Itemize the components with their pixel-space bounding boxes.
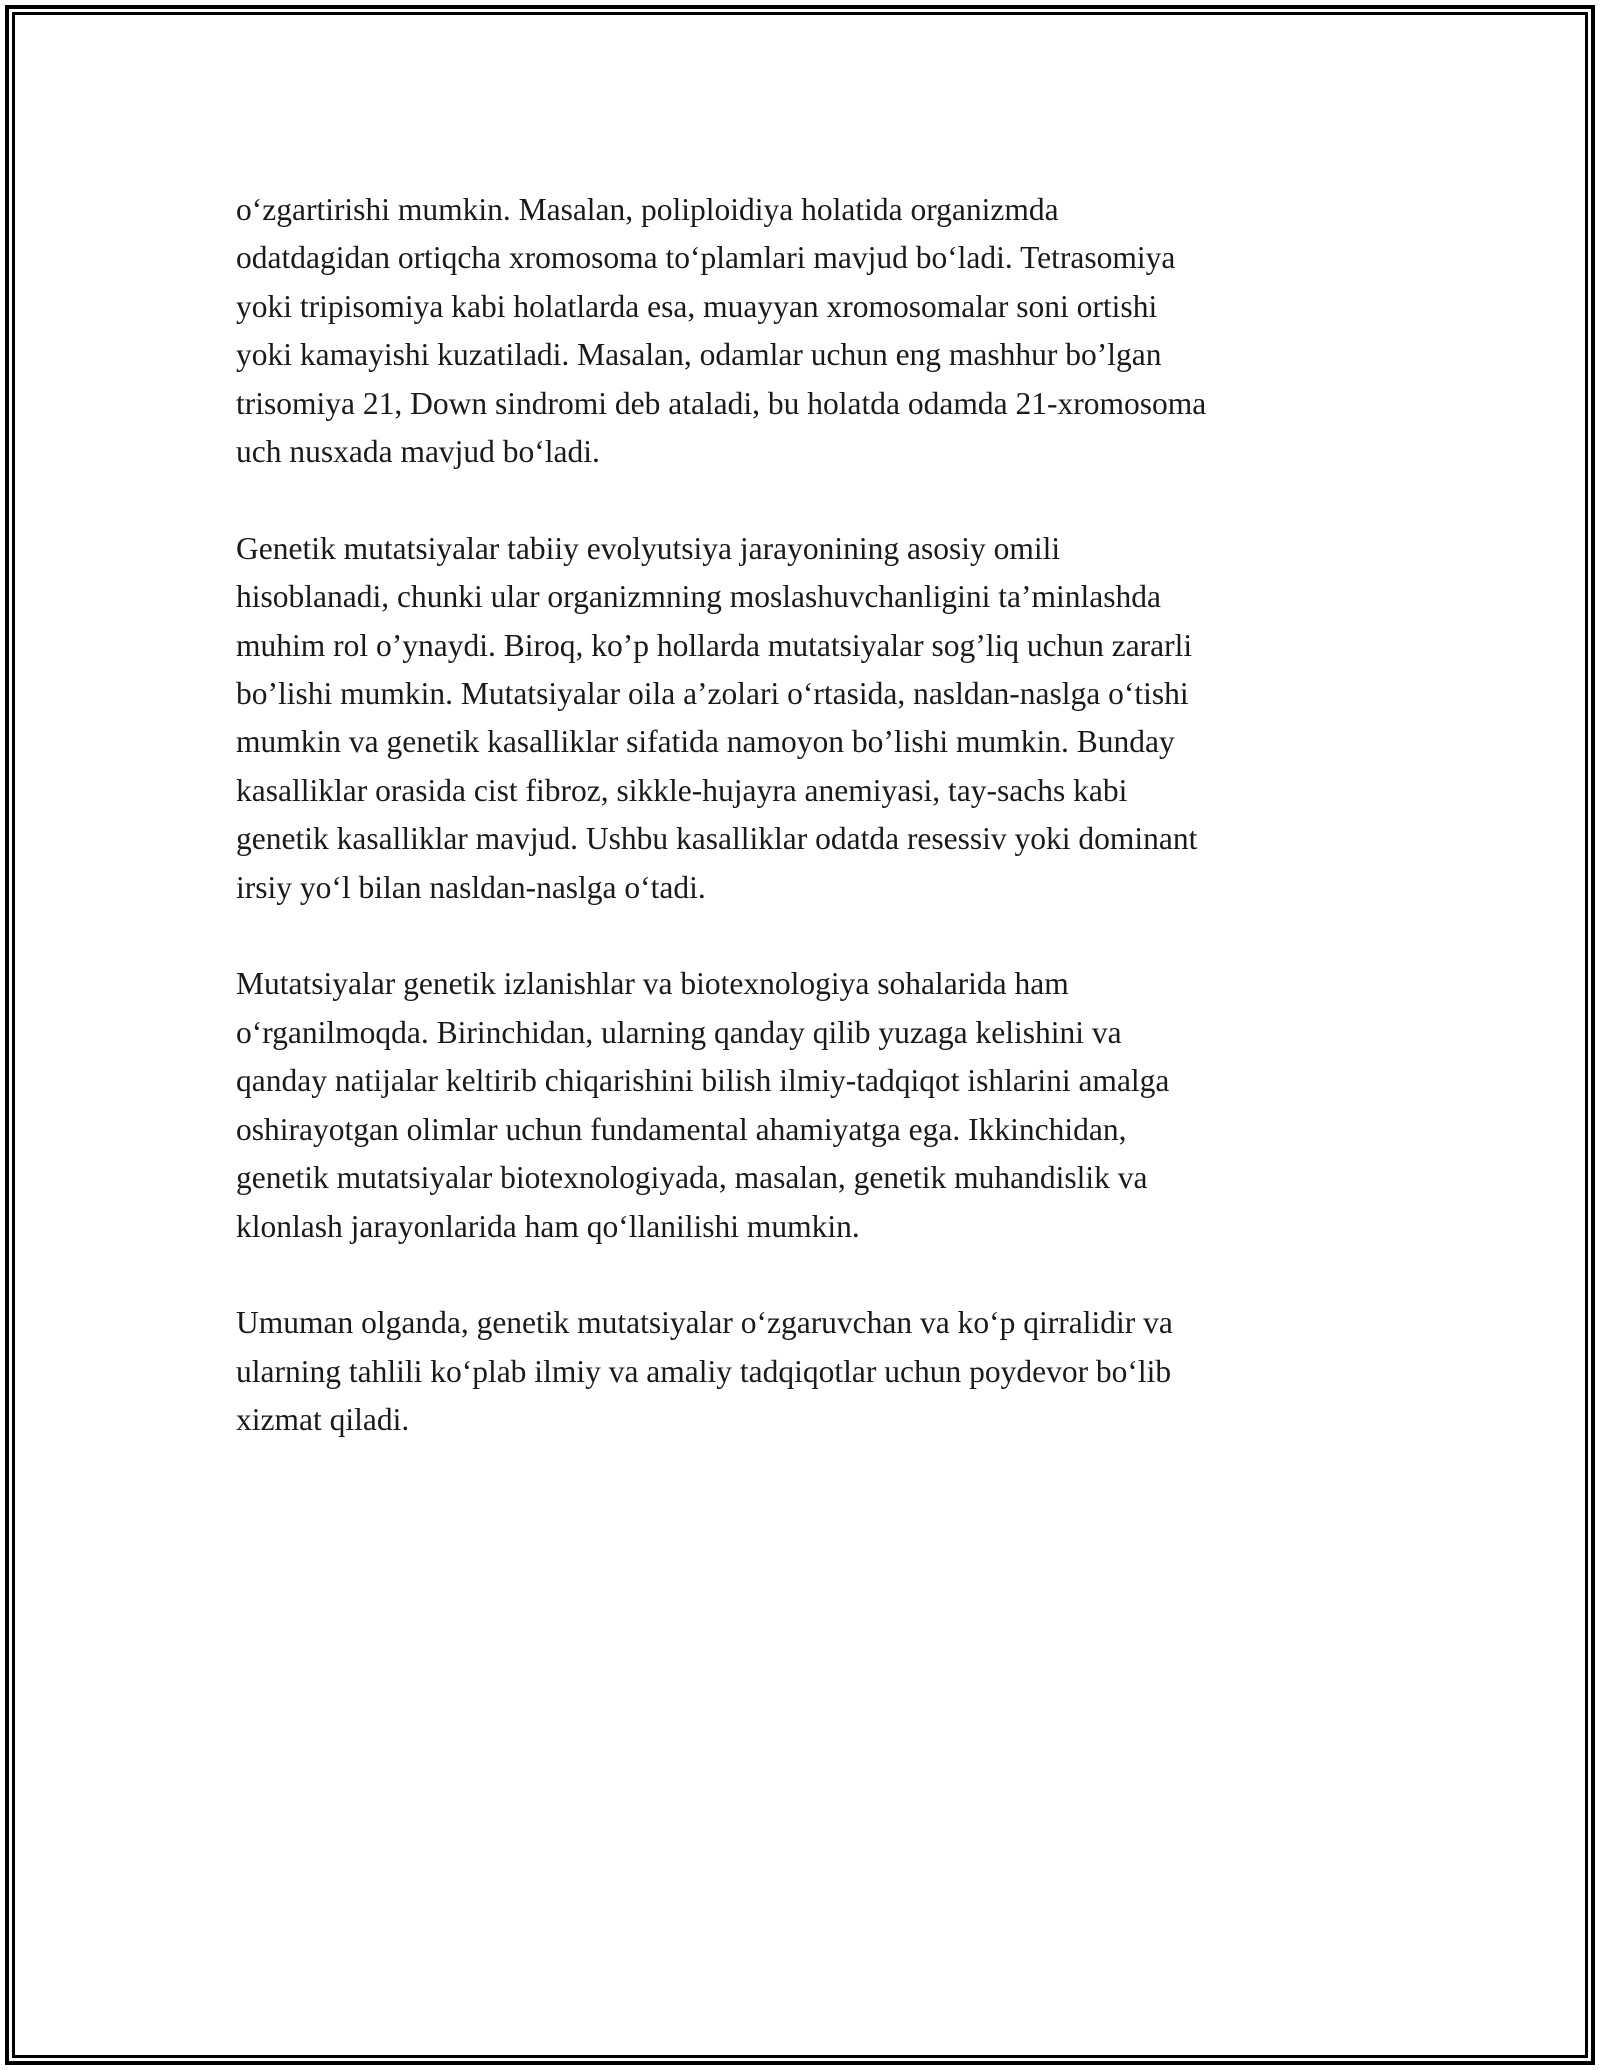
paragraph-4 xyxy=(236,1299,1386,1444)
text-line: Mutatsiyalar genetik izlanishlar va biotexnologiya sohalarida ham xyxy=(236,966,1069,1002)
text-line: Umuman olganda, genetik mutatsiyalar o‘zgaruvchan va ko‘p qirralidir va xyxy=(236,1305,1173,1341)
text-line: odatdagidan ortiqcha xromosoma to‘plamlari mavjud bo‘ladi. Tetrasomiya xyxy=(236,240,1176,276)
text-line: mumkin va genetik kasalliklar sifatida namoyon bo’lishi mumkin. Bunday xyxy=(236,724,1175,760)
text-line: uch nusxada mavjud bo‘ladi. xyxy=(236,434,600,470)
text-line: ularning tahlili ko‘plab ilmiy va amaliy tadqiqotlar uchun poydevor bo‘lib xyxy=(236,1353,1172,1389)
text-line: Genetik mutatsiyalar tabiiy evolyutsiya jarayonining asosiy omili xyxy=(236,530,1061,566)
text-line: oshirayotgan olimlar uchun fundamental ahamiyatga ega. Ikkinchidan, xyxy=(236,1111,1127,1147)
text-line: hisoblanadi, chunki ular organizmning moslashuvchanligini ta’minlashda xyxy=(236,579,1161,615)
document-body xyxy=(236,186,1386,1493)
paragraph-2 xyxy=(236,525,1386,912)
text-line: yoki kamayishi kuzatiladi. Masalan, odamlar uchun eng mashhur bo’lgan xyxy=(236,337,1162,373)
text-line: irsiy yo‘l bilan nasldan-naslga o‘tadi. xyxy=(236,869,706,905)
paragraph-3 xyxy=(236,960,1386,1250)
text-line: o‘rganilmoqda. Birinchidan, ularning qanday qilib yuzaga kelishini va xyxy=(236,1014,1122,1050)
text-line: qanday natijalar keltirib chiqarishini bilish ilmiy-tadqiqot ishlarini amalga xyxy=(236,1063,1170,1099)
text-line: genetik mutatsiyalar biotexnologiyada, masalan, genetik muhandislik va xyxy=(236,1160,1148,1196)
text-line: trisomiya 21, Down sindromi deb ataladi, bu holatda odamda 21-xromosoma xyxy=(236,385,1207,421)
paragraph-1 xyxy=(236,186,1386,476)
text-line: genetik kasalliklar mavjud. Ushbu kasalliklar odatda resessiv yoki dominant xyxy=(236,821,1198,857)
text-line: klonlash jarayonlarida ham qo‘llanilishi mumkin. xyxy=(236,1208,860,1244)
text-line: bo’lishi mumkin. Mutatsiyalar oila a’zolari o‘rtasida, nasldan-naslga o‘tishi xyxy=(236,676,1189,712)
text-line: muhim rol o’ynaydi. Biroq, ko’p hollarda mutatsiyalar sog’liq uchun zararli xyxy=(236,627,1193,663)
text-line: yoki tripisomiya kabi holatlarda esa, muayyan xromosomalar soni ortishi xyxy=(236,288,1158,324)
text-line: xizmat qiladi. xyxy=(236,1402,410,1438)
text-line: o‘zgartirishi mumkin. Masalan, poliploidiya holatida organizmda xyxy=(236,192,1059,227)
text-line: kasalliklar orasida cist fibroz, sikkle-hujayra anemiyasi, tay-sachs kabi xyxy=(236,772,1128,808)
